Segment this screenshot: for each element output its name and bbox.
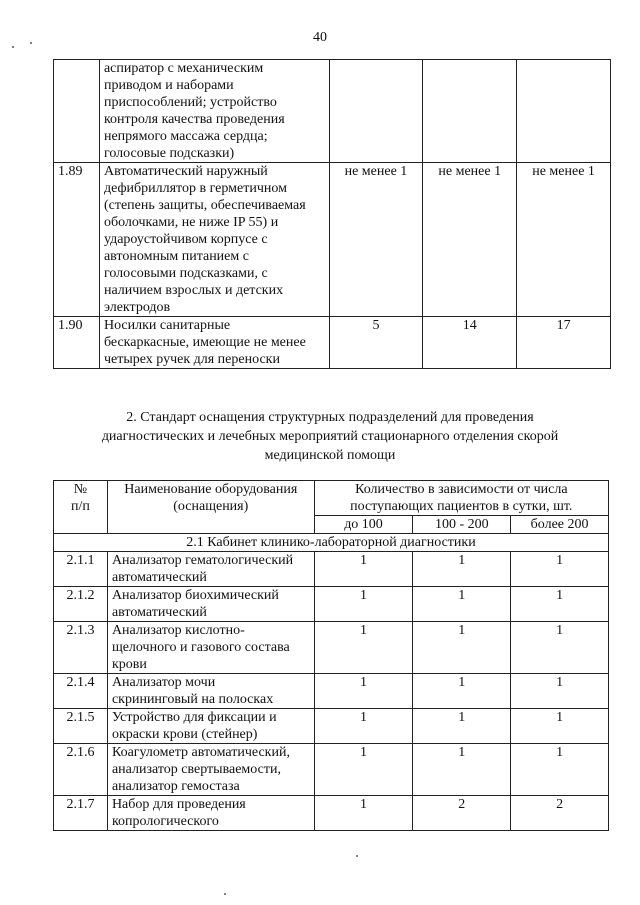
- header-col-over-200: более 200: [511, 516, 609, 534]
- table-row: [54, 674, 609, 709]
- row-qty-over-200: 2: [511, 796, 609, 831]
- row-name-line: электродов: [103, 300, 171, 315]
- row-name: [99, 163, 329, 317]
- scan-speck: [224, 893, 226, 895]
- row-name-line: Коагулометр автоматический,: [111, 745, 290, 760]
- row-number: 1.90: [54, 317, 100, 369]
- row-number: [54, 60, 100, 163]
- row-qty-over-200: [517, 60, 611, 163]
- row-qty-100-200: 1: [413, 744, 511, 796]
- row-name: [107, 622, 314, 674]
- row-name-line: Набор для проведения: [111, 797, 246, 812]
- row-number: 2.1.4: [54, 674, 108, 709]
- row-number: 2.1.2: [54, 587, 108, 622]
- table-row: [54, 552, 609, 587]
- row-name-line: Носилки санитарные: [103, 318, 231, 333]
- row-name: [107, 709, 314, 744]
- row-name-line: контроля качества проведения: [103, 112, 285, 127]
- row-qty-100-200: 1: [413, 552, 511, 587]
- row-name: [99, 317, 329, 369]
- row-qty-over-200: 1: [511, 674, 609, 709]
- scan-speck: [30, 42, 32, 44]
- row-qty-up-to-100: 1: [314, 744, 413, 796]
- row-name: [107, 796, 314, 831]
- row-name-line: Анализатор биохимический: [111, 588, 279, 603]
- row-qty-over-200: 1: [511, 709, 609, 744]
- row-qty-100-200: не менее 1: [423, 163, 517, 317]
- row-qty-100-200: 1: [413, 622, 511, 674]
- row-qty-up-to-100: 1: [314, 552, 413, 587]
- header-name-line: Наименование оборудования: [124, 482, 298, 497]
- header-quantity-line: Количество в зависимости от числа: [355, 482, 568, 497]
- row-qty-over-200: 1: [511, 744, 609, 796]
- row-name-line: Анализатор гематологический: [111, 553, 294, 568]
- row-name-line: Устройство для фиксации и: [111, 710, 277, 725]
- page-number: 40: [313, 30, 327, 45]
- header-num-line: п/п: [71, 499, 90, 514]
- row-qty-up-to-100: [329, 60, 423, 163]
- row-qty-100-200: 1: [413, 674, 511, 709]
- row-name: [107, 587, 314, 622]
- row-name-line: непрямого массажа сердца;: [103, 129, 268, 144]
- row-name-line: щелочного и газового состава: [111, 640, 290, 655]
- scan-speck: [12, 46, 14, 48]
- row-name-line: крови: [111, 657, 147, 672]
- row-qty-up-to-100: 1: [314, 587, 413, 622]
- row-qty-over-200: 17: [517, 317, 611, 369]
- row-name-line: анализатор свертываемости,: [111, 762, 281, 777]
- header-quantity-line: поступающих пациентов в сутки, шт.: [350, 499, 573, 514]
- header-col-100-200: 100 - 200: [413, 516, 511, 534]
- row-qty-up-to-100: 1: [314, 622, 413, 674]
- row-name-line: автоматический: [111, 570, 207, 585]
- row-name-line: скрининговый на полосках: [111, 692, 274, 707]
- table-row: [54, 796, 609, 831]
- row-name-line: оболочками, не ниже IP 55) и: [103, 215, 279, 230]
- row-name: [107, 552, 314, 587]
- row-qty-up-to-100: 1: [314, 674, 413, 709]
- table-row: [54, 163, 611, 317]
- row-name-line: Анализатор мочи: [111, 675, 216, 690]
- scan-speck: [356, 855, 358, 857]
- row-name-line: окраски крови (стейнер): [111, 727, 258, 742]
- table-row: [54, 622, 609, 674]
- row-name-line: Автоматический наружный: [103, 164, 268, 179]
- row-name-line: дефибриллятор в герметичном: [103, 181, 287, 196]
- row-name-line: приводом и наборами: [103, 78, 234, 93]
- row-qty-100-200: [423, 60, 517, 163]
- row-name-line: приспособлений; устройство: [103, 95, 277, 110]
- row-name: [107, 744, 314, 796]
- row-qty-up-to-100: 5: [329, 317, 423, 369]
- subsection-title: 2.1 Кабинет клинико-лабораторной диагностики: [54, 534, 609, 552]
- row-name-line: Анализатор кислотно-: [111, 623, 245, 638]
- subsection-row: [54, 534, 609, 552]
- equipment-table-continued: [53, 59, 611, 369]
- header-name-line: (оснащения): [173, 499, 249, 514]
- section-heading-line: диагностических и лечебных мероприятий стационарного отделения скорой: [101, 429, 559, 444]
- row-number: 2.1.7: [54, 796, 108, 831]
- row-name: [99, 60, 329, 163]
- header-num: [54, 481, 108, 534]
- row-name-line: удароустойчивом корпусе с: [103, 232, 268, 247]
- section-heading-line: медицинской помощи: [264, 448, 396, 463]
- table-row: [54, 587, 609, 622]
- row-name-line: четырех ручек для переноски: [103, 352, 280, 367]
- table-row: [54, 317, 611, 369]
- header-name: [107, 481, 314, 534]
- table-header-row: [54, 481, 609, 516]
- table-row: [54, 744, 609, 796]
- row-name-line: анализатор гемостаза: [111, 779, 240, 794]
- section-heading: [60, 408, 600, 465]
- row-qty-100-200: 14: [423, 317, 517, 369]
- row-qty-up-to-100: 1: [314, 796, 413, 831]
- row-name-line: наличием взрослых и детских: [103, 283, 284, 298]
- row-qty-100-200: 1: [413, 587, 511, 622]
- row-number: 2.1.1: [54, 552, 108, 587]
- row-name-line: автономным питанием с: [103, 249, 249, 264]
- table-row: [54, 60, 611, 163]
- equipment-standard-table: [53, 480, 609, 831]
- row-qty-over-200: 1: [511, 622, 609, 674]
- header-quantity: [314, 481, 608, 516]
- row-number: 2.1.6: [54, 744, 108, 796]
- row-name-line: голосовыми подсказками, с: [103, 266, 268, 281]
- row-qty-100-200: 1: [413, 709, 511, 744]
- row-name-line: копрологического: [111, 814, 219, 829]
- row-name-line: (степень защиты, обеспечиваемая: [103, 198, 306, 213]
- row-number: 1.89: [54, 163, 100, 317]
- section-heading-line: 2. Стандарт оснащения структурных подразделений для проведения: [126, 410, 534, 425]
- row-qty-100-200: 2: [413, 796, 511, 831]
- row-qty-up-to-100: не менее 1: [329, 163, 423, 317]
- header-num-line: №: [73, 482, 88, 497]
- row-number: 2.1.5: [54, 709, 108, 744]
- row-name: [107, 674, 314, 709]
- row-name-line: голосовые подсказки): [103, 146, 235, 161]
- row-name-line: аспиратор с механическим: [103, 61, 264, 76]
- row-qty-over-200: 1: [511, 552, 609, 587]
- row-qty-up-to-100: 1: [314, 709, 413, 744]
- row-number: 2.1.3: [54, 622, 108, 674]
- header-col-up-to-100: до 100: [314, 516, 413, 534]
- table-row: [54, 709, 609, 744]
- row-name-line: бескаркасные, имеющие не менее: [103, 335, 306, 350]
- row-qty-over-200: не менее 1: [517, 163, 611, 317]
- row-name-line: автоматический: [111, 605, 207, 620]
- row-qty-over-200: 1: [511, 587, 609, 622]
